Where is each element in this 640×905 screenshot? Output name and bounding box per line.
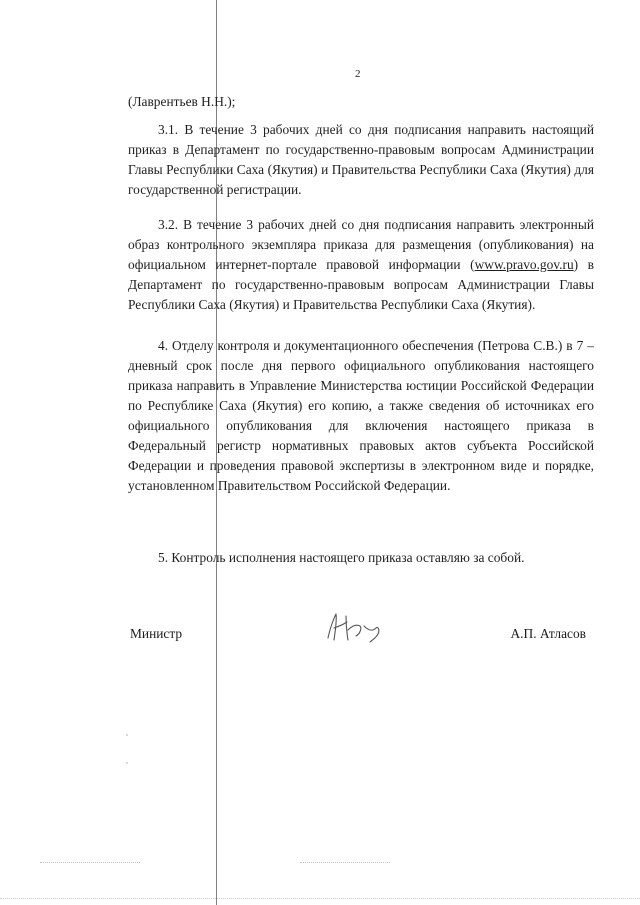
paragraph-4-block xyxy=(128,336,594,496)
signatory-title: Министр xyxy=(130,626,183,641)
paragraph-3-1-block xyxy=(128,120,594,200)
paragraph-3-2: 3.2. В течение 3 рабочих дней со дня подписания направить электронный образ контрольного экземпляра приказа для размещения (опубликования) на официальном интернет-портале правовой информации (www.pravo.gov.ru) в Департамент по государственно-правовым вопросам Администрации Главы Республики Саха (Якутия) и Правительства Республики Саха (Якутия). xyxy=(128,217,594,312)
signature-block xyxy=(128,622,594,652)
paragraph-4: 4. Отделу контроля и документационного обеспечения (Петрова С.В.) в 7 – дневный срок после дня первого официального опубликования настоящего приказа направить в Управление Министерства юстиции Российской Федерации по Республике Саха (Якутия) его копию, а также сведения об источниках его официального опубликования для включения настоящего приказа в Федеральный регистр нормативных правовых актов субъекта Российской Федерации и проведения правовой экспертизы в электронном виде и порядке, установленном Правительством Российской Федерации. xyxy=(128,338,594,493)
paragraph-5: 5. Контроль исполнения настоящего приказа оставляю за собой. xyxy=(158,550,525,565)
reference-line: (Лаврентьев Н.Н.); xyxy=(128,94,236,109)
scan-bottom-edge xyxy=(0,898,640,900)
paragraph-3-2-block xyxy=(128,215,594,315)
paragraph-5-block xyxy=(128,548,594,568)
handwritten-signature xyxy=(320,608,390,648)
page-number: 2 xyxy=(355,68,361,80)
signatory-name: А.П. Атласов xyxy=(510,626,586,641)
scan-artifact-left xyxy=(40,862,140,865)
scan-speck xyxy=(126,762,128,764)
reference-line-block xyxy=(128,92,594,112)
paragraph-3-1: 3.1. В течение 3 рабочих дней со дня подписания направить настоящий приказ в Департамент по государственно-правовым вопросам Администрации Главы Республики Саха (Якутия) и Правительства Республики Саха (Якутия) для государственной регистрации. xyxy=(128,122,594,197)
scan-artifact-middle xyxy=(300,862,390,865)
scan-speck xyxy=(126,734,128,736)
pravo-portal-link[interactable]: www.pravo.gov.ru xyxy=(474,257,574,272)
